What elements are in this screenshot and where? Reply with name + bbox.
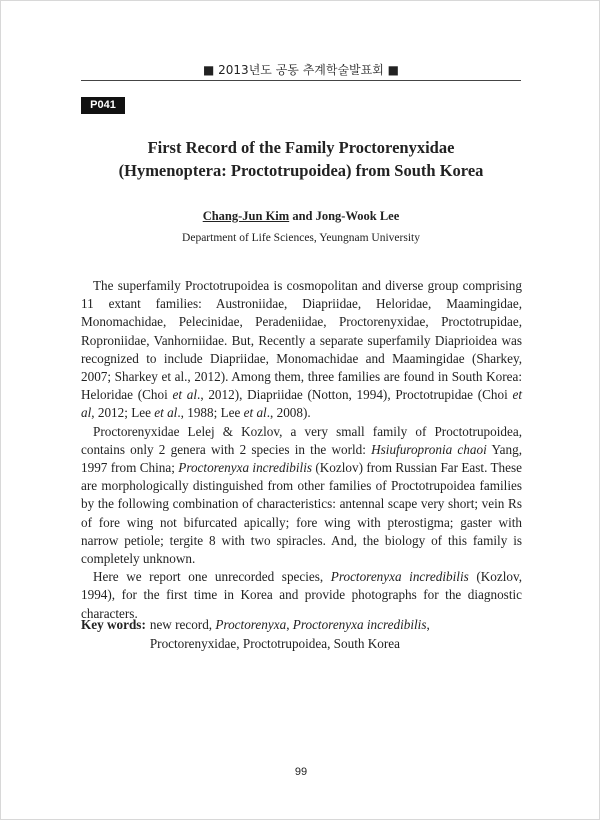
presenting-author: Chang-Jun Kim <box>202 209 290 223</box>
keywords-list <box>150 615 522 653</box>
text-run: , 2012; Lee <box>91 405 155 421</box>
running-header: ■ 2013년도 공동 추계학술발표회 ■ <box>203 63 399 77</box>
text-run: ., 1988; Lee <box>177 405 244 421</box>
affiliation: Department of Life Sciences, Yeungnam University <box>182 232 420 244</box>
paper-title <box>81 136 521 182</box>
italic-run: Proctorenyxa <box>215 617 287 632</box>
italic-run: Proctorenyxa incredibilis <box>292 617 427 632</box>
poster-id-badge: P041 <box>81 97 125 114</box>
italic-run: et al <box>81 387 523 421</box>
paragraph-1 <box>81 277 522 423</box>
text-run: , Proctorenyxidae, Proctotrupoidea, South Korea <box>149 617 430 651</box>
italic-run: et al <box>154 405 178 421</box>
text-run: , <box>286 617 293 632</box>
italic-run: et al <box>172 387 198 403</box>
page-number: 99 <box>294 766 308 778</box>
co-author: and Jong-Wook Lee <box>289 209 400 223</box>
title-line-1: First Record of the Family Proctorenyxidae <box>147 138 455 157</box>
author-line <box>81 209 521 224</box>
text-run: ., 2008). <box>266 405 311 421</box>
text-run: Here we report one unrecorded species, <box>93 569 331 585</box>
text-run: (Kozlov) from Russian Far East. These are morphologically distinguished from other families of Proctotrupoidea families by the following combination of characteristics: antennal scape very short; vein Rs of fore wing not bifurcated apically; fore wing with pterostigma; gaster with narrow petiole; tergite 8 with two spiracles. And, the biology of this family is completely unknown. <box>81 460 522 567</box>
paragraph-2 <box>81 423 522 569</box>
text-run: new record, <box>149 617 216 632</box>
italic-run: et al <box>243 405 267 421</box>
text-run: Yang, 1997 from China; <box>81 441 523 476</box>
text-run: The superfamily Proctotrupoidea is cosmopolitan and diverse group comprising 11 extant families: Austroniidae, Diapriidae, Heloridae, Maamingidae, Monomachidae, Pelecinidae, Peradeniidae, Proctorenyxidae, Proctotrupidae, Roproniidae, Vanhorniidae. But, Recently a separate superfamily Diaprioidea was recognized to include Diapriidae, Monomachidae and Maamingidae (Sharkey, 2007; Sharkey et al., 2012). Among them, three families are found in South Korea: Heloridae (Choi <box>81 278 522 403</box>
text-run: (Kozlov, 1994), for the first time in Korea and provide photographs for the diagnostic characters. <box>81 569 522 621</box>
keywords <box>81 615 522 653</box>
text-run: Proctorenyxidae Lelej & Kozlov, a very small family of Proctotrupoidea, contains only 2 genera with 2 species in the world: <box>81 423 522 457</box>
text-run: ., 2012), Diapriidae (Notton, 1994), Proctotrupidae (Choi <box>197 387 513 403</box>
keywords-label: Key words: <box>81 617 146 632</box>
header-rule <box>81 80 521 81</box>
species-name: Proctorenyxa incredibilis <box>330 569 469 585</box>
title-line-2: (Hymenoptera: Proctotrupoidea) from South Korea <box>118 161 484 180</box>
species-name: Proctorenyxa incredibilis <box>178 460 312 476</box>
species-name: Hsiufuropronia chaoi <box>371 441 487 457</box>
abstract-body <box>81 277 522 623</box>
